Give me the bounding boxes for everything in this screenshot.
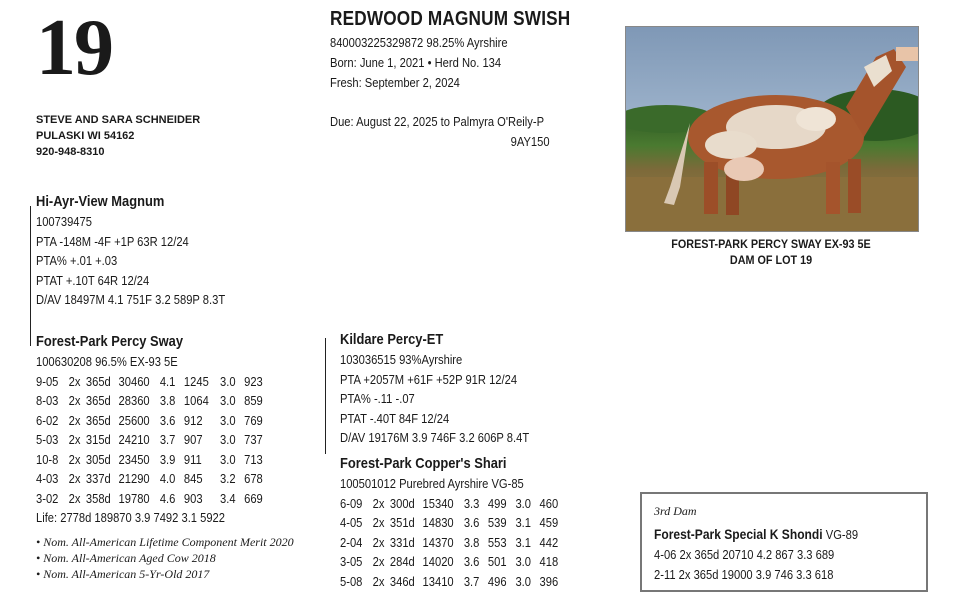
animal-id: 840003225329872 98.25% Ayrshire <box>330 35 508 50</box>
photo-caption-line2: DAM OF LOT 19 <box>729 253 813 267</box>
animal-name: REDWOOD MAGNUM SWISH <box>330 8 571 30</box>
granddam-record-row: 6-09 2x 300d 15340 3.3 499 3.0 460 <box>340 495 559 511</box>
photo-caption-line1: FOREST-PARK PERCY SWAY EX-93 5E <box>671 237 871 251</box>
granddam-id: 100501012 Purebred Ayrshire VG-85 <box>340 476 524 491</box>
dam-nominations <box>36 534 294 582</box>
dam-name: Forest-Park Percy Sway <box>36 333 184 350</box>
animal-born: Born: June 1, 2021 • Herd No. 134 <box>330 55 502 70</box>
dam-photo <box>625 26 919 232</box>
third-dam-details <box>654 524 858 585</box>
sire-line: D/AV 18497M 4.1 751F 3.2 589P 8.3T <box>36 292 226 307</box>
dam-record-row: 6-02 2x 365d 25600 3.6 912 3.0 769 <box>36 412 263 428</box>
mgs-line: D/AV 19176M 3.9 746F 3.2 606P 8.4T <box>340 430 530 445</box>
third-dam-record: 2-11 2x 365d 19000 3.9 746 3.3 618 <box>654 567 834 582</box>
mgs-line: PTAT -.40T 84F 12/24 <box>340 410 450 426</box>
sire-block <box>36 192 225 310</box>
owner-info <box>36 112 200 160</box>
lot-number: 19 <box>36 4 112 92</box>
granddam-name: Forest-Park Copper's Shari <box>340 455 507 472</box>
third-dam-label: 3rd Dam <box>654 504 697 518</box>
third-dam-record: 4-06 2x 365d 20710 4.2 867 3.3 689 <box>654 547 835 562</box>
owner-phone: 920-948-8310 <box>36 146 105 158</box>
sire-line: 100739475 <box>36 214 92 229</box>
sire-line: PTAT +.10T 64R 12/24 <box>36 272 150 288</box>
dam-lifetime: Life: 2778d 189870 3.9 7492 3.1 5922 <box>36 510 225 525</box>
mgs-line: PTA% -.11 -.07 <box>340 391 415 406</box>
animal-info <box>330 33 508 93</box>
granddam-record-row: 3-05 2x 284d 14020 3.6 501 3.0 418 <box>340 554 559 569</box>
nomination: • Nom. All-American 5-Yr-Old 2017 <box>36 567 210 581</box>
due-code: 9AY150 <box>510 134 550 149</box>
dam-record-row: 3-02 2x 358d 19780 4.6 903 3.4 669 <box>36 490 263 506</box>
dam-record-row: 4-03 2x 337d 21290 4.0 845 3.2 678 <box>36 471 263 486</box>
dam-record-row: 8-03 2x 365d 28360 3.8 1064 3.0 859 <box>36 393 263 408</box>
dam-id: 100630208 96.5% EX-93 5E <box>36 354 178 369</box>
dam-bracket <box>325 338 326 454</box>
sire-line: PTA% +.01 +.03 <box>36 253 118 268</box>
photo-caption <box>640 236 903 268</box>
due-line: Due: August 22, 2025 to Palmyra O'Reily-P <box>330 114 545 129</box>
owner-name: STEVE AND SARA SCHNEIDER <box>36 114 201 126</box>
mgs-name: Kildare Percy-ET <box>340 331 444 348</box>
dam-record-row: 9-05 2x 365d 30460 4.1 1245 3.0 923 <box>36 373 263 389</box>
mgs-line: 103036515 93%Ayrshire <box>340 352 463 367</box>
third-dam-box <box>640 492 928 592</box>
nomination: • Nom. All-American Lifetime Component Merit 2020 <box>36 535 294 549</box>
pedigree-bracket <box>30 206 31 346</box>
granddam-block <box>340 454 565 591</box>
dam-record-row: 5-03 2x 315d 24210 3.7 907 3.0 737 <box>36 432 263 447</box>
granddam-record-row: 4-05 2x 351d 14830 3.6 539 3.1 459 <box>340 515 559 530</box>
granddam-record-row: 5-08 2x 346d 13410 3.7 496 3.0 396 <box>340 573 559 589</box>
due-info <box>330 112 550 152</box>
dam-record-row: 10-8 2x 305d 23450 3.9 911 3.0 713 <box>36 451 263 467</box>
owner-location: PULASKI WI 54162 <box>36 130 135 142</box>
dam-block <box>36 332 275 528</box>
granddam-record-row: 2-04 2x 331d 14370 3.8 553 3.1 442 <box>340 534 559 550</box>
mgs-block <box>340 330 529 448</box>
third-dam-classification: VG-89 <box>825 527 859 542</box>
mgs-line: PTA +2057M +61F +52P 91R 12/24 <box>340 371 518 387</box>
animal-fresh: Fresh: September 2, 2024 <box>330 75 460 90</box>
sire-line: PTA -148M -4F +1P 63R 12/24 <box>36 233 189 249</box>
cow-illustration <box>626 27 918 231</box>
sire-name: Hi-Ayr-View Magnum <box>36 193 165 210</box>
nomination: • Nom. All-American Aged Cow 2018 <box>36 551 216 565</box>
third-dam-name: Forest-Park Special K Shondi <box>654 526 823 542</box>
